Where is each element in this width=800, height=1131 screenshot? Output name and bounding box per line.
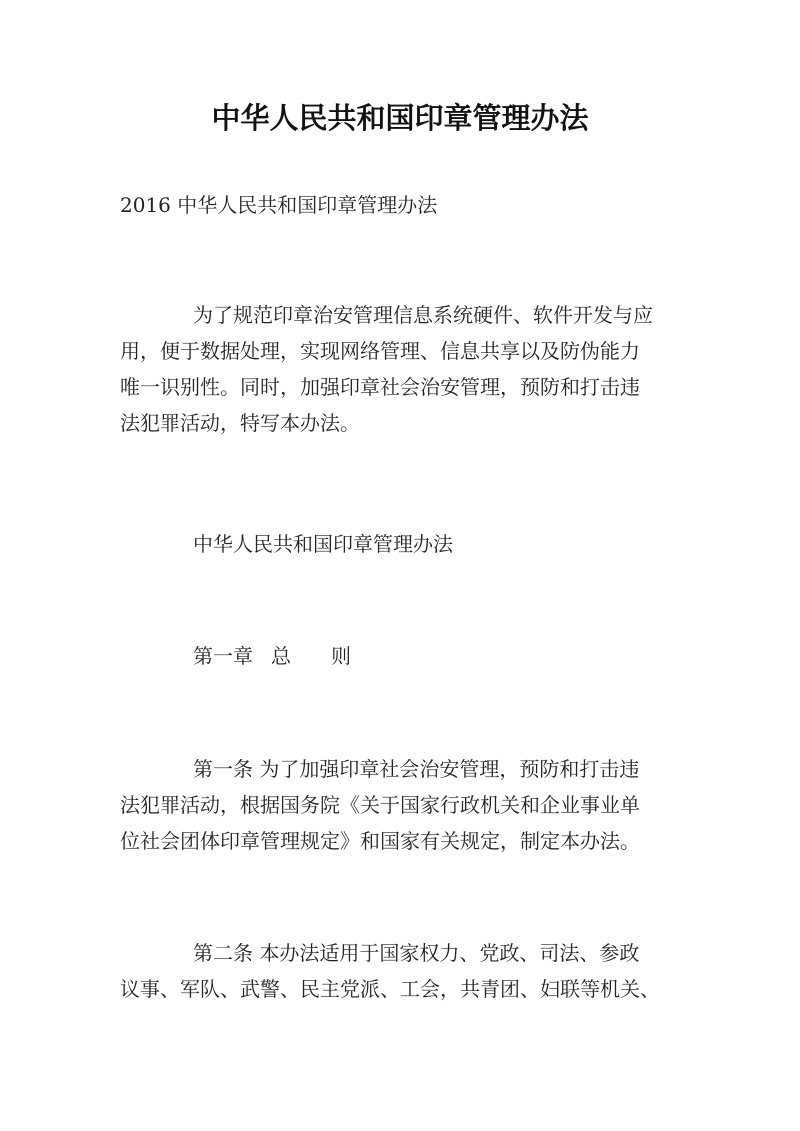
chapter-name-part1: 总 [271,644,291,668]
intro-line-2: 用，便于数据处理，实现网络管理、信息共享以及防伪能力 [120,339,640,363]
article-2 [120,935,660,1007]
chapter-heading [193,638,351,674]
document-subtitle: 2016 中华人民共和国印章管理办法 [120,193,438,217]
article-1-line-2: 法犯罪活动，根据国务院《关于国家行政机关和企业事业单 [120,793,640,817]
intro-line-3: 唯一识别性。同时，加强印章社会治安管理，预防和打击违 [120,375,640,399]
section-heading: 中华人民共和国印章管理办法 [193,532,453,556]
article-2-line-1: 第二条 本办法适用于国家权力、党政、司法、参政 [193,941,640,965]
intro-line-4: 法犯罪活动，特写本办法。 [120,411,360,435]
article-1-line-3: 位社会团体印章管理规定》和国家有关规定，制定本办法。 [120,829,640,853]
chapter-number: 第一章 [193,644,253,668]
article-2-line-2: 议事、军队、武警、民主党派、工会，共青团、妇联等机关、 [120,977,660,1001]
article-1 [120,751,640,859]
article-1-line-1: 第一条 为了加强印章社会治安管理，预防和打击违 [193,757,640,781]
intro-paragraph [120,297,653,441]
intro-line-1: 为了规范印章治安管理信息系统硬件、软件开发与应 [193,303,653,327]
chapter-name-part2: 则 [331,644,351,668]
document-title: 中华人民共和国印章管理办法 [211,101,589,135]
